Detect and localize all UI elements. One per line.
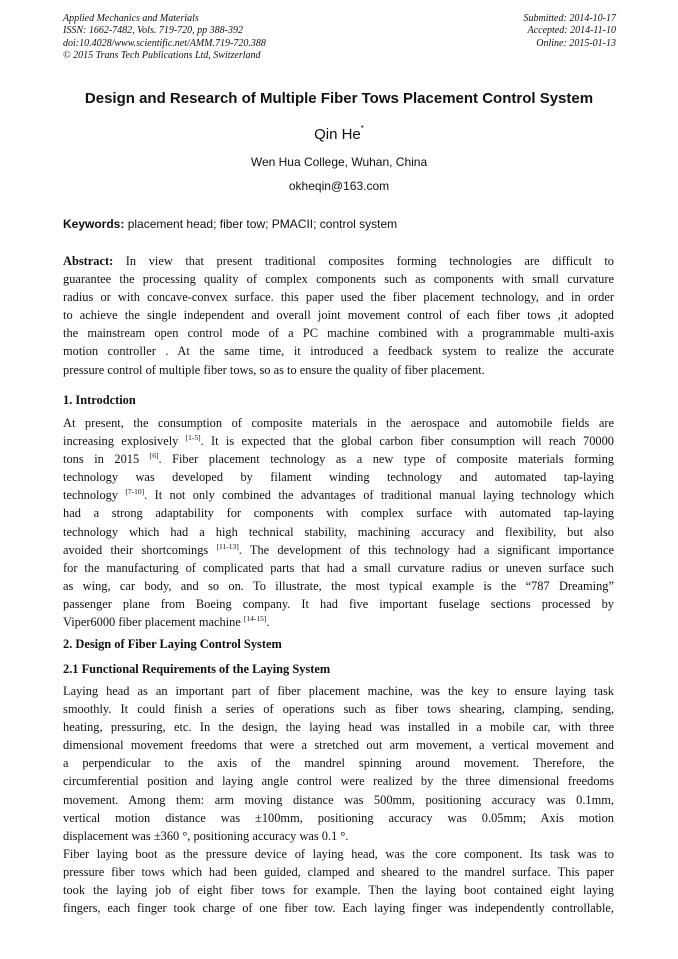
- journal-name: Applied Mechanics and Materials: [63, 13, 199, 24]
- abstract: [63, 252, 614, 379]
- paragraph-line: smoothly. It could finish a series of operations such as fiber tows shearing, clamping, sending,: [63, 702, 614, 717]
- subsection-heading-requirements: 2.1 Functional Requirements of the Laying System: [63, 662, 331, 676]
- journal-info: [63, 13, 266, 63]
- paragraph-line: Fiber laying boot as the pressure device of laying head, was the core component. Its task was to: [63, 847, 614, 861]
- section-heading-design: 2. Design of Fiber Laying Control System: [63, 637, 282, 651]
- laying-boot-paragraph: [63, 845, 614, 917]
- accepted-date: Accepted: 2014-11-10: [527, 25, 616, 37]
- paragraph-line: Viper6000 fiber placement machine [14-15].: [63, 614, 270, 630]
- introduction-paragraph: [63, 414, 614, 631]
- paragraph-line: had a strong adaptability for components with complex surface with automated tap-laying: [63, 506, 614, 521]
- author-email: okheqin@163.com: [288, 179, 390, 193]
- paper-title: Design and Research of Multiple Fiber Tows Placement Control System: [84, 90, 594, 107]
- citation-ref: [14-15]: [243, 614, 267, 624]
- citation-ref: [6]: [149, 451, 159, 461]
- paragraph-line: dimensional movement freedoms that were a stretched out arm movement, a vertical movement and: [63, 738, 614, 753]
- paragraph-line: At present, the consumption of composite materials in the aerospace and automobile fields are: [63, 416, 614, 430]
- abstract-label: Abstract:: [63, 254, 114, 268]
- issn-line: ISSN: 1662-7482, Vols. 719-720, pp 388-392: [63, 25, 243, 37]
- paragraph-line: passenger plane from Boeing company. It had five important fuselage sections processed by: [63, 596, 614, 611]
- dates-info: [524, 13, 617, 50]
- abstract-line: the mainstream open control mode of a PC machine combined with a programmable multi-axis: [63, 326, 614, 341]
- paragraph-line: tons in 2015 [6]. Fiber placement technology as a new type of composite materials forming: [63, 451, 614, 467]
- abstract-line: guarantee the processing quality of complex components such as components with small curvature: [63, 272, 614, 287]
- paragraph-line: increasing explosively [1-5]. It is expected that the global carbon fiber consumption will reach 70000: [63, 433, 614, 449]
- online-date: Online: 2015-01-13: [536, 37, 616, 49]
- citation-ref: [7-10]: [125, 487, 145, 497]
- paragraph-line: fingers, each finger took charge of one fiber tow. Each laying finger was independently controllable,: [63, 901, 614, 916]
- abstract-line: pressure control of multiple fiber tows, so as to ensure the quality of fiber placement.: [63, 362, 485, 377]
- keywords: [63, 217, 397, 231]
- copyright-line: © 2015 Trans Tech Publications Ltd, Switzerland: [63, 50, 261, 62]
- citation-ref: [11-13]: [216, 541, 239, 551]
- keywords-text: placement head; fiber tow; PMACII; control system: [124, 217, 398, 231]
- paragraph-line: movement. Among them: arm moving distance was 500mm, positioning accuracy was 0.1mm,: [63, 792, 614, 807]
- paragraph-line: pressure fiber tows which had been guided, clamped and sheared to the mandrel surface. This paper: [63, 865, 614, 880]
- abstract-line: motion controller . At the same time, it introduced a feedback system to realize the accurate: [63, 344, 614, 359]
- requirements-paragraph: [63, 682, 614, 845]
- abstract-line: radius or with concave-convex surface. this paper used the fiber placement technology, and in order: [63, 290, 614, 305]
- paragraph-line: as wing, car body, and so on. To illustrate, the most typical example is the “787 Dreaming”: [63, 578, 614, 593]
- paragraph-line: Laying head as an important part of fiber placement machine, was the key to ensure laying task: [63, 684, 614, 698]
- paragraph-line: heating, pressuring, etc. In the design, the laying head was installed in a mobile car, with three: [63, 720, 614, 735]
- affiliation: Wen Hua College, Wuhan, China: [250, 155, 428, 169]
- doi-line: doi:10.4028/www.scientific.net/AMM.719-720.388: [63, 37, 266, 49]
- paragraph-line: circumferential position and laying angle control were realized by the three dimensional freedoms: [63, 774, 614, 789]
- paragraph-line: technology was developed by filament winding technology and automated tap-laying: [63, 470, 614, 485]
- paragraph-line: took the laying job of eight fiber tows for example. Then the laying boot contained eight laying: [63, 883, 614, 898]
- section-heading-introduction: 1. Introdction: [63, 393, 136, 407]
- paragraph-line: vertical motion distance was ±100mm, positioning accuracy was 0.05mm; Axis motion: [63, 810, 614, 825]
- paragraph-line: displacement was ±360 °, positioning accuracy was 0.1 °.: [63, 828, 349, 843]
- paragraph-line: technology which had a high technical stability, machining accuracy and flexibility, but also: [63, 524, 614, 539]
- paragraph-line: technology [7-10]. It not only combined the advantages of traditional manual laying technology which: [63, 487, 615, 503]
- keywords-label: Keywords:: [63, 217, 125, 231]
- author: [0, 124, 678, 143]
- submitted-date: Submitted: 2014-10-17: [523, 13, 616, 24]
- abstract-line: to achieve the single independent and overall joint movement control of each fiber tows ,it adopted: [63, 308, 614, 323]
- author-mark: *: [360, 124, 364, 133]
- abstract-line: Abstract: In view that present traditional composites forming technologies are difficult to: [63, 254, 614, 268]
- paragraph-line: avoided their shortcomings [11-13]. The development of this technology had a significant importance: [63, 541, 614, 557]
- author-name: Qin He: [314, 126, 361, 143]
- citation-ref: [1-5]: [185, 433, 201, 443]
- paragraph-line: a perpendicular to the axis of the mandrel spinning around movement. Therefore, the: [63, 756, 614, 771]
- paragraph-line: for the manufacturing of complicated parts that had a small curvature radius or uneven surface such: [63, 560, 614, 575]
